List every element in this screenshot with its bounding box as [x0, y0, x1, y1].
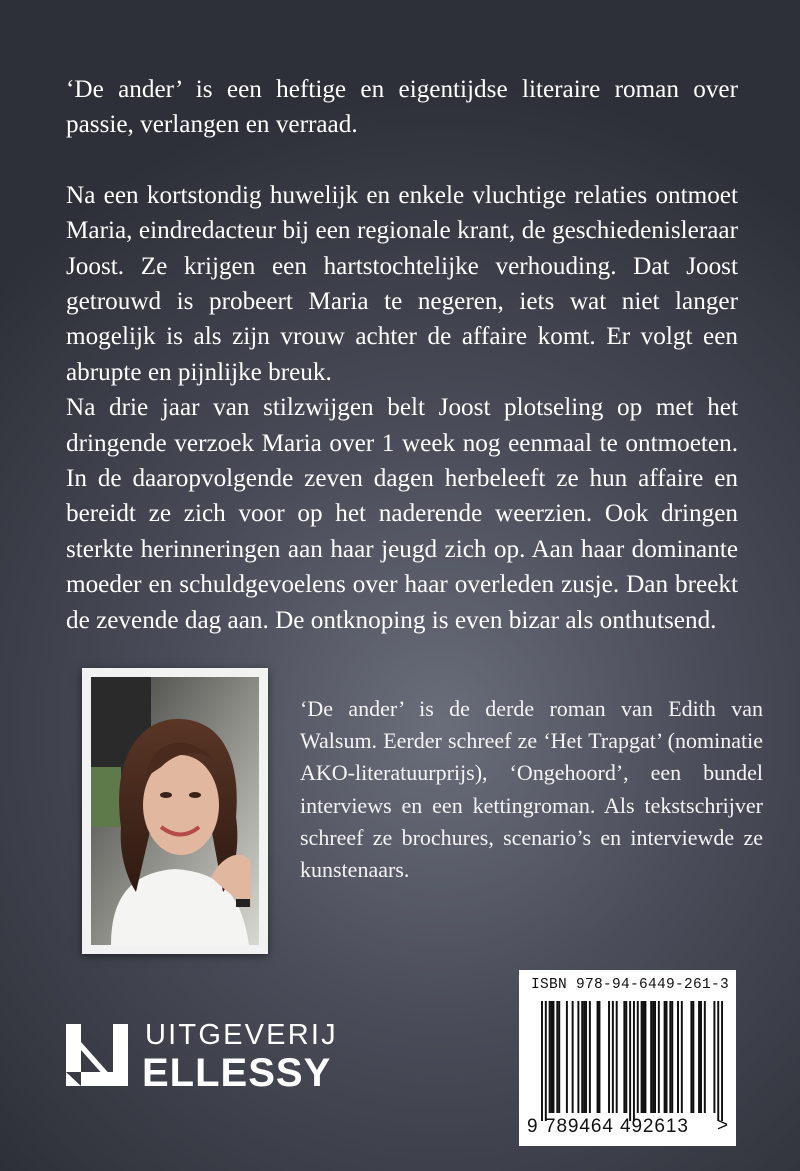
barcode-bar — [637, 1001, 639, 1113]
barcode-bar — [669, 1001, 671, 1113]
barcode-bar — [713, 1001, 715, 1113]
barcode-bar — [625, 1001, 627, 1113]
barcode-bar — [583, 1001, 585, 1113]
barcode-bar — [616, 1001, 618, 1113]
ean-barcode — [541, 1001, 723, 1121]
publisher-line-1: UITGEVERIJ — [145, 1019, 338, 1051]
publisher-name: ELLESSY — [142, 1051, 332, 1095]
barcode-bar — [577, 1001, 579, 1113]
blurb-paragraph-1: Na een kortstondig huwelijk en enkele vluchtige relaties ontmoet Maria, eindredacteur bij een regionale krant, de geschiedenisleraar Joost. Ze krijgen een hartstochtelijke verhouding. Dat Joost getrouwd is probeert Maria te negeren, iets wat niet langer mogelijk is als zijn vrouw achter de affaire komt. Er volgt een abrupte en pijnlijke breuk. — [66, 181, 738, 386]
barcode-bar — [692, 1001, 694, 1113]
barcode-bar — [671, 1001, 673, 1113]
barcode-bar — [581, 1001, 583, 1113]
barcode-bar — [650, 1001, 652, 1113]
barcode-bar — [664, 1001, 666, 1113]
barcode-bar — [721, 1001, 723, 1121]
barcode-bar — [585, 1001, 587, 1113]
barcode-bar — [641, 1001, 643, 1113]
barcode-bar — [717, 1001, 719, 1121]
publisher-mark-icon — [62, 1020, 132, 1090]
barcode-bar — [643, 1001, 645, 1113]
barcode-bar — [558, 1001, 560, 1113]
barcode-bar — [654, 1001, 656, 1113]
barcode-bar — [597, 1001, 599, 1113]
barcode-bar — [677, 1001, 679, 1113]
barcode-bar — [551, 1001, 553, 1113]
barcode-bar — [566, 1001, 568, 1113]
barcode-bar — [549, 1001, 551, 1113]
barcode-bar — [698, 1001, 700, 1113]
barcode-bar — [629, 1001, 631, 1121]
barcode-bar — [644, 1001, 646, 1113]
barcode-bar — [598, 1001, 600, 1113]
barcode-bar — [608, 1001, 610, 1113]
barcode-bar — [700, 1001, 702, 1113]
barcode-bar — [658, 1001, 660, 1113]
barcode-bar — [541, 1001, 543, 1121]
barcode-bar — [652, 1001, 654, 1113]
barcode-bar — [612, 1001, 614, 1113]
ean-digit-groups: 789464 492613 — [545, 1116, 689, 1137]
publisher-logo — [62, 1019, 338, 1095]
barcode-bar — [545, 1001, 547, 1121]
barcode-bar — [690, 1001, 692, 1113]
barcode-bar — [556, 1001, 558, 1113]
barcode-bar — [704, 1001, 706, 1113]
blurb-intro: ‘De ander’ is een heftige en eigentijdse literaire roman over passie, verlangen en verraad. — [66, 76, 738, 139]
barcode-bar — [681, 1001, 683, 1113]
isbn-number: ISBN 978-94-6449-261-3 — [531, 977, 730, 993]
barcode-panel — [519, 970, 736, 1146]
back-cover-blurb — [66, 72, 738, 638]
barcode-bar — [633, 1001, 635, 1121]
ean-quiet-zone-marker: > — [717, 1115, 729, 1136]
barcode-bar — [572, 1001, 574, 1113]
ean-first-digit: 9 — [527, 1116, 538, 1137]
author-photo — [82, 668, 268, 954]
barcode-bar — [552, 1001, 554, 1113]
barcode-bar — [589, 1001, 591, 1113]
barcode-bar — [666, 1001, 668, 1113]
barcode-bar — [623, 1001, 625, 1113]
author-bio: ‘De ander’ is de derde roman van Edith van Walsum. Eerder schreef ze ‘Het Trapgat’ (nominatie AKO-literatuurprijs), ‘Ongehoord’, een bundel interviews en een kettingroman. Als tekstschrijver schreef ze brochures, scenario’s en interviewde ze kunstenaars. — [300, 696, 763, 883]
blurb-paragraph-2: Na drie jaar van stilzwijgen belt Joost plotseling op met het dringende verzoek Maria over 1 week nog eenmaal te ontmoeten. In de daaropvolgende zeven dagen herbeleeft ze hun affaire en bereidt ze zich voor op het naderende weerzien. Ook dringen sterkte herinneringen aan haar jeugd zich op. Aan haar dominante moeder en schuldgevoelens over haar overleden zusje. Dan breekt de zevende dag aan. De ontknoping is even bizar als onthutsend. — [66, 394, 738, 634]
